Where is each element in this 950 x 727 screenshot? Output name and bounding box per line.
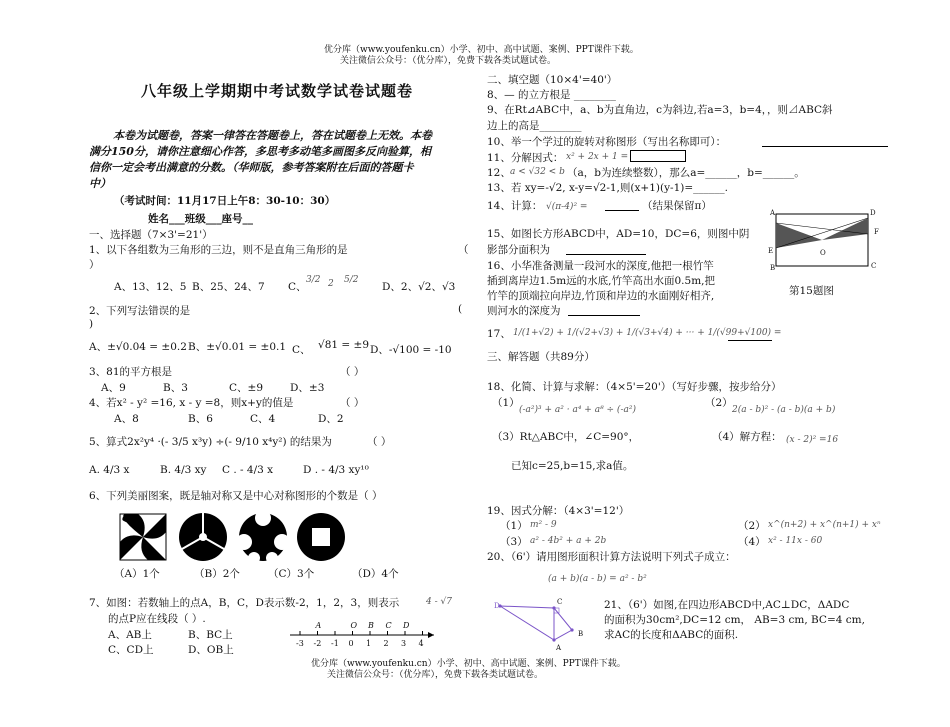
axis-letter: C xyxy=(385,621,392,630)
q15-caption: 第15题图 xyxy=(789,285,834,297)
axis-number: 1 xyxy=(366,639,372,648)
q5-option-b: B. 4/3 xy xyxy=(160,464,207,476)
q1-option-c-v2: 2 xyxy=(328,279,334,289)
pattern-4-coin xyxy=(297,513,345,561)
fig15-label-f: F xyxy=(874,228,879,236)
q2-close: ) xyxy=(89,318,94,330)
fig15-label-a: A xyxy=(770,209,776,217)
q15-answer-line xyxy=(566,242,646,255)
q7-expr: 4 - √7 xyxy=(426,597,452,607)
q7-option-a: A、AB上 xyxy=(108,629,152,641)
q1-option-c: C、 xyxy=(288,281,307,293)
q3-option-d: D、±3 xyxy=(290,382,325,394)
pattern-2-trefoil xyxy=(179,513,227,561)
fig15-label-b: B xyxy=(770,264,776,272)
q5-option-d: D . - 4/3 xy¹⁰ xyxy=(303,464,369,476)
q19-3-expr: a² - 4b² + a + 2b xyxy=(530,536,607,546)
q20-text: 20、（6'）请用图形面积计算方法说明下列式子成立： xyxy=(487,551,736,563)
q4-paren: （ ） xyxy=(340,397,365,409)
q21-line-2: 的面积为30cm²,DC=12 cm， AB=3 cm, BC=4 cm, xyxy=(604,614,865,626)
q19-4-label: （4） xyxy=(738,536,766,548)
q19-3-label: （3） xyxy=(500,536,528,548)
q17-answer-line xyxy=(728,328,772,341)
q6-option-c: （C）3个 xyxy=(268,568,315,580)
intro-line-2: 满分150分，请你注意细心作答，多思考多动笔多画图多反向验算，相 xyxy=(89,145,431,158)
intro-line-4: 中） xyxy=(89,177,111,190)
q16-line-2: 插到离岸边1.5m远的水底,竹竿高出水面0.5m,把 xyxy=(487,275,715,287)
header-line-2: 关注微信公众号：（优分库），免费下载各类试题试卷。 xyxy=(340,56,557,66)
q2-paren: ( xyxy=(458,303,463,315)
q9-line-2: 边上的高是________ xyxy=(487,120,582,132)
q16-line-3: 竹竿的顶端拉向岸边,竹顶和岸边的水面刚好相齐, xyxy=(487,290,715,302)
section-1-heading: 一、选择题（7×3'=21'） xyxy=(89,229,213,241)
q11-label: 11、分解因式： xyxy=(487,152,564,164)
q14-answer-line xyxy=(605,198,639,211)
q4-option-b: B、6 xyxy=(188,413,213,425)
q6-patterns xyxy=(118,512,350,564)
q7-line-1: 7、如图：若数轴上的点A，B，C，D表示数-2，1，2，3，则表示 xyxy=(89,597,400,609)
q21-figure xyxy=(490,596,590,654)
q6-option-d: （D）4个 xyxy=(352,568,399,580)
intro-line-3: 信你一定会考出满意的分数。（华师版，参考答案附在后面的答题卡 xyxy=(89,161,414,174)
q4-option-c: C、4 xyxy=(250,413,276,425)
q2-option-a: A、±√0.04 = ±0.2 xyxy=(89,341,187,353)
q18-2-expr: 2(a - b)² - (a - b)(a + b) xyxy=(732,405,836,415)
q8-text: 8、— 的立方根是 ________ xyxy=(487,89,616,101)
q4-option-d: D、2 xyxy=(318,413,344,425)
fig21-label-d: D xyxy=(494,602,500,610)
q1-option-a: A、13、12、5 xyxy=(114,281,187,293)
q7-line-2: 的点P应在线段（ ）. xyxy=(108,613,206,625)
axis-letter: O xyxy=(350,621,358,630)
fig15-label-e: E xyxy=(768,247,774,255)
q11-expr: x² + 2x + 1 = xyxy=(566,152,629,162)
q1-text: 1、以下各组数为三角形的三边，则不是直角三角形的是 xyxy=(89,244,348,256)
q1-paren: （ xyxy=(458,244,469,256)
q11-answer-box xyxy=(630,150,686,162)
section-3-heading: 三、解答题（共89分） xyxy=(487,351,595,363)
q12-expr: a < √32 < b xyxy=(510,167,565,177)
q15-line-1: 15、如图长方形ABCD中，AD=10，DC=6，则图中阴 xyxy=(487,228,750,240)
q15-figure xyxy=(766,206,882,276)
q4-text: 4、若x² - y² =16, x - y =8，则x+y的值是 xyxy=(89,397,294,409)
q21-line-1: 21、（6'）如图,在四边形ABCD中,AC⊥DC，ΔADC xyxy=(604,599,850,611)
q19-1-label: （1） xyxy=(500,520,528,532)
q19-4-expr: x² - 11x - 60 xyxy=(768,536,823,546)
q19-1-expr: m² - 9 xyxy=(530,520,557,530)
section-2-heading: 二、填空题（10×4'=40'） xyxy=(487,74,618,86)
q7-option-c: C、CD上 xyxy=(108,644,154,656)
footer-line-1: 优分库（www.youfenku.cn）小学、初中、高中试题、案例、PPT课件下载。 xyxy=(311,659,626,669)
intro-line-1: 本卷为试题卷，答案一律答在答题卷上，答在试题卷上无效。本卷 xyxy=(113,129,432,142)
q5-text: 5、算式2x²y⁴ ·(- 3/5 x³y) ÷(- 9/10 x⁴y²) 的结果为 xyxy=(89,436,332,448)
intro-text xyxy=(89,128,479,192)
q5-option-c: C . - 4/3 x xyxy=(222,464,274,476)
q18-1-expr: (-a²)³ + a² · a⁴ + a⁸ ÷ (-a²) xyxy=(519,405,636,415)
pattern-1-petals xyxy=(120,514,166,560)
pattern-3-star-circle xyxy=(236,512,290,564)
q18-2-label: （2） xyxy=(705,397,733,409)
q12-label: 12、 xyxy=(487,167,511,179)
fig15-label-o: O xyxy=(820,249,826,257)
q20-expr: (a + b)(a - b) = a² - b² xyxy=(548,574,647,584)
q5-paren: （ ） xyxy=(367,436,392,448)
axis-number: 2 xyxy=(383,639,389,648)
q19-2-label: （2） xyxy=(738,520,766,532)
q1-option-c-v1: 3/2 xyxy=(306,275,321,285)
axis-number: -3 xyxy=(296,639,304,648)
q10-answer-line xyxy=(762,134,888,147)
q5-option-a: A. 4/3 x xyxy=(89,464,130,476)
q7-option-b: B、BC上 xyxy=(188,629,233,641)
q6-option-a: （A）1个 xyxy=(114,568,160,580)
q14-expr: √(π-4)² = xyxy=(546,202,588,212)
q9-line-1: 9、在Rt⊿ABC中，a、b为直角边，c为斜边,若a=3，b=4，，则⊿ABC斜 xyxy=(487,104,833,116)
q3-option-a: A、9 xyxy=(101,382,126,394)
q19-2-expr: x^(n+2) + x^(n+1) + xⁿ xyxy=(768,520,881,530)
page-title: 八年级上学期期中考试数学试卷试题卷 xyxy=(141,82,414,100)
q16-answer-line xyxy=(568,303,640,316)
q19-text: 19、因式分解：（4×3'=12'） xyxy=(487,505,630,517)
q2-option-c-expr: √81 = ±9 xyxy=(318,339,370,351)
exam-time: （考试时间：11月17日上午8：30-10：30） xyxy=(114,195,336,207)
q3-option-b: B、3 xyxy=(163,382,188,394)
axis-number: 3 xyxy=(401,639,407,648)
q3-option-c: C、±9 xyxy=(229,382,264,394)
q18-text: 18、化简、计算与求解：（4×5'=20'）（写好步骤，按步给分） xyxy=(487,381,782,393)
q3-text: 3、81的平方根是 xyxy=(89,366,173,378)
fig21-label-a: A xyxy=(556,644,562,652)
axis-letter: A xyxy=(315,621,322,630)
footer-line-2: 关注微信公众号：（优分库），免费下载各类试题试卷。 xyxy=(327,670,544,680)
q7-option-d: D、OB上 xyxy=(188,644,234,656)
q15-line-2: 影部分面积为 xyxy=(487,244,550,256)
q18-4-label: （4）解方程： xyxy=(712,431,782,443)
q7-number-line xyxy=(288,618,438,652)
axis-number: 4 xyxy=(418,639,424,648)
axis-number: -2 xyxy=(313,639,322,648)
q1-close: ） xyxy=(89,259,100,271)
q2-text: 2、下列写法错误的是 xyxy=(89,305,191,317)
axis-number: 0 xyxy=(348,639,354,648)
q6-option-b: （B）2个 xyxy=(194,568,240,580)
axis-letter: B xyxy=(368,621,374,630)
q21-line-3: 求AC的长度和ΔABC的面积. xyxy=(604,629,739,641)
header-line-1: 优分库（www.youfenku.cn）小学、初中、高中试题、案例、PPT课件下载。 xyxy=(324,45,639,55)
q2-option-c: C、 xyxy=(292,344,311,356)
axis-number: -1 xyxy=(331,639,339,648)
fig15-label-d: D xyxy=(870,209,876,217)
q2-option-b: B、±√0.01 = ±0.1 xyxy=(188,341,287,353)
q6-text: 6、下列美丽图案，既是轴对称又是中心对称图形的个数是（ ） xyxy=(89,490,383,502)
name-class-seat: 姓名___班级___座号__ xyxy=(148,213,253,225)
q14-label: 14、计算： xyxy=(487,200,543,212)
q16-line-1: 16、小华准备测量一段河水的深度,他把一根竹竿 xyxy=(487,260,714,272)
fig21-label-c: C xyxy=(557,598,563,606)
q10-text: 10、举一个学过的旋转对称图形（写出名称即可）： xyxy=(487,136,727,148)
q1-option-d: D、2、√2、√3 xyxy=(382,281,456,293)
q14-tail: （结果保留π） xyxy=(642,200,712,212)
q1-option-b: B、25、24、7 xyxy=(192,281,265,293)
q13-text: 13、若 xy=-√2, x-y=√2-1,则(x+1)(y-1)=______. xyxy=(487,182,728,194)
q18-3-given: 已知c=25,b=15,求a值。 xyxy=(511,460,634,472)
q18-3-text: （3）Rt△ABC中，∠C=90°， xyxy=(492,431,640,443)
q4-option-a: A、8 xyxy=(114,413,139,425)
q18-4-expr: (x - 2)² =16 xyxy=(786,435,839,445)
q3-paren: （ ） xyxy=(340,366,365,378)
q17-label: 17、 xyxy=(487,328,511,340)
q12-text: （a，b为连续整数），那么a=______，b=______。 xyxy=(567,167,805,179)
q18-1-label: （1） xyxy=(492,397,520,409)
fig15-label-c: C xyxy=(871,262,877,270)
q16-line-4: 则河水的深度为 xyxy=(487,305,561,317)
q17-expr: 1/(1+√2) + 1/(√2+√3) + 1/(√3+√4) + ··· + 1/(√99+√100) = xyxy=(513,328,782,338)
axis-letter: D xyxy=(403,621,410,630)
q2-option-d: D、-√100 = -10 xyxy=(370,344,452,356)
q1-option-c-v3: 5/2 xyxy=(344,275,359,285)
fig21-label-b: B xyxy=(578,630,584,638)
